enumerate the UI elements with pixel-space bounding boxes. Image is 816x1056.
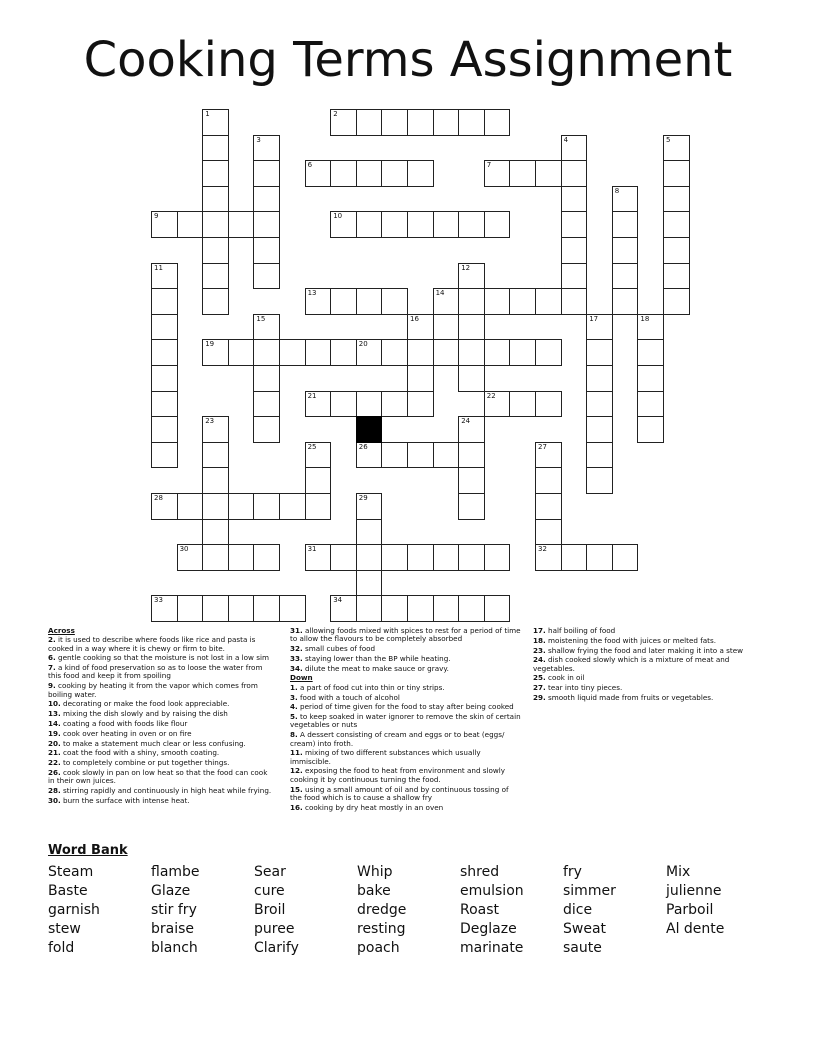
grid-cell[interactable] (253, 263, 280, 290)
clue-number: 24 (461, 417, 471, 426)
grid-cell[interactable] (381, 339, 408, 366)
grid-cell[interactable] (484, 109, 511, 136)
word-bank-item: emulsion (460, 883, 524, 899)
grid-cell[interactable] (535, 288, 562, 315)
grid-cell[interactable] (484, 339, 511, 366)
clue-number: 19 (205, 340, 215, 349)
clue: 26. cook slowly in pan on low heat so that the food can cook in their own juices. (48, 767, 268, 786)
grid-cell[interactable] (228, 595, 255, 622)
grid-cell[interactable] (253, 211, 280, 238)
clue: 34. dilute the meat to make sauce or gravy. (290, 663, 449, 673)
word-bank-item: blanch (151, 940, 198, 956)
grid-cell[interactable] (253, 595, 280, 622)
clue: 27. tear into tiny pieces. (533, 683, 623, 693)
grid-cell[interactable] (535, 544, 562, 571)
grid-cell[interactable] (458, 595, 485, 622)
grid-cell[interactable] (330, 160, 357, 187)
clue: 19. cook over heating in oven or on fire (48, 728, 192, 738)
grid-cell[interactable] (151, 263, 178, 290)
grid-cell[interactable] (433, 339, 460, 366)
grid-cell[interactable] (458, 314, 485, 341)
grid-cell[interactable] (202, 186, 229, 213)
word-bank-item: braise (151, 921, 195, 937)
grid-cell[interactable] (151, 211, 178, 238)
clue: 12. exposing the food to heat from environment and slowly cooking it by continuous turning the food. (290, 766, 506, 784)
grid-cell[interactable] (253, 544, 280, 571)
clue: 30. burn the surface with intense heat. (48, 795, 190, 805)
across-clue-list (48, 636, 276, 805)
grid-cell[interactable] (253, 237, 280, 264)
word-bank-item: dice (563, 902, 593, 918)
grid-cell[interactable] (561, 135, 588, 162)
grid-cell[interactable] (484, 160, 511, 187)
clues-column-1 (48, 627, 276, 807)
clue: 20. to make a statement much clear or less confusing. (48, 738, 246, 748)
word-bank-item: marinate (460, 940, 524, 956)
clue: 23. shallow frying the food and later making it into a stew (533, 645, 744, 655)
clue: 13. mixing the dish slowly and by raising the dish (48, 709, 228, 719)
grid-cell[interactable] (151, 314, 178, 341)
grid-cell[interactable] (561, 263, 588, 290)
grid-cell[interactable] (612, 544, 639, 571)
grid-cell[interactable] (458, 493, 485, 520)
clue: 21. coat the food with a shiny, smooth coating. (48, 748, 220, 758)
grid-cell[interactable] (202, 339, 229, 366)
grid-cell[interactable] (177, 493, 204, 520)
grid-cell[interactable] (253, 416, 280, 443)
grid-cell[interactable] (356, 339, 383, 366)
clue: 2. it is used to describe where foods like rice and pasta is cooked in a way where it is chewy or firm to bite. (48, 635, 256, 653)
grid-cell[interactable] (407, 442, 434, 469)
clue: 22. to completely combine or put together things. (48, 758, 230, 768)
grid-cell[interactable] (586, 544, 613, 571)
clues-column-3 (533, 627, 765, 704)
grid-cell[interactable] (586, 339, 613, 366)
grid-cell[interactable] (356, 595, 383, 622)
grid-cell[interactable] (202, 109, 229, 136)
grid-cell[interactable] (586, 365, 613, 392)
clue-number: 28 (154, 494, 163, 502)
grid-cell[interactable] (253, 314, 280, 341)
grid-cell[interactable] (561, 211, 588, 238)
grid-cell[interactable] (356, 519, 383, 546)
grid-cell[interactable] (612, 211, 639, 238)
clue-number: 26 (358, 442, 368, 451)
grid-cell[interactable] (612, 288, 639, 315)
grid-cell[interactable] (561, 186, 588, 213)
grid-cell[interactable] (202, 493, 229, 520)
grid-cell[interactable] (202, 519, 229, 546)
grid-cell[interactable] (253, 493, 280, 520)
grid-cell[interactable] (663, 263, 690, 290)
grid-cell[interactable] (151, 493, 178, 520)
clue-number: 16 (410, 314, 419, 323)
grid-cell[interactable] (458, 544, 485, 571)
grid-cell[interactable] (663, 211, 690, 238)
clue: 15. using a small amount of oil and by continuous tossing of the food which is to cause a shallow fry (290, 784, 509, 802)
grid-cell[interactable] (458, 416, 485, 443)
grid-cell[interactable] (637, 314, 664, 341)
grid-cell[interactable] (484, 211, 511, 238)
grid-cell[interactable] (305, 493, 332, 520)
across-header: Across (48, 626, 75, 635)
word-bank-item: Whip (357, 864, 393, 880)
grid-cell[interactable] (381, 544, 408, 571)
grid-cell[interactable] (663, 288, 690, 315)
grid-cell[interactable] (202, 263, 229, 290)
grid-cell[interactable] (407, 211, 434, 238)
grid-cell[interactable] (356, 442, 383, 469)
grid-cell[interactable] (202, 595, 229, 622)
grid-cell[interactable] (330, 544, 357, 571)
clue-number: 13 (307, 289, 317, 298)
clue-number: 2 (333, 110, 338, 118)
grid-cell[interactable] (381, 442, 408, 469)
clue-number: 11 (154, 263, 163, 272)
grid-cell[interactable] (305, 391, 332, 418)
word-bank-item: puree (254, 921, 295, 937)
clue: 33. staying lower than the BP while heating. (290, 653, 451, 663)
grid-cell[interactable] (407, 544, 434, 571)
across-clue-list-cont (290, 627, 522, 673)
grid-cell[interactable] (458, 109, 485, 136)
grid-cell[interactable] (586, 442, 613, 469)
grid-cell[interactable] (151, 595, 178, 622)
word-bank-item: Clarify (254, 940, 299, 956)
grid-cell[interactable] (279, 493, 306, 520)
clue-number: 12 (461, 263, 471, 272)
grid-cell[interactable] (663, 186, 690, 213)
grid-cell[interactable] (612, 186, 639, 213)
grid-cell[interactable] (151, 416, 178, 443)
grid-cell[interactable] (228, 544, 255, 571)
page-title: Cooking Terms Assignment (83, 32, 733, 88)
grid-cell[interactable] (228, 211, 255, 238)
word-bank-item: julienne (666, 883, 722, 899)
grid-cell[interactable] (433, 109, 460, 136)
grid-cell[interactable] (356, 160, 383, 187)
word-bank-item: Mix (666, 864, 691, 880)
grid-cell[interactable] (433, 595, 460, 622)
grid-cell[interactable] (561, 544, 588, 571)
clue-number: 33 (154, 596, 163, 605)
grid-cell[interactable] (458, 339, 485, 366)
word-bank-item: simmer (563, 883, 616, 899)
grid-cell[interactable] (356, 493, 383, 520)
grid-cell[interactable] (151, 442, 178, 469)
clue-number: 5 (666, 135, 671, 144)
grid-cell[interactable] (561, 288, 588, 315)
clue-number: 17 (589, 314, 599, 323)
clue-number: 3 (256, 135, 261, 144)
word-bank-item: Deglaze (460, 921, 517, 937)
clue: 18. moistening the food with juices or melted fats. (533, 635, 717, 645)
word-bank-item: resting (357, 921, 406, 937)
grid-cell[interactable] (509, 288, 536, 315)
grid-cell[interactable] (381, 391, 408, 418)
word-bank-item: saute (563, 940, 602, 956)
grid-cell[interactable] (253, 365, 280, 392)
clue-number: 18 (640, 314, 650, 323)
grid-cell[interactable] (177, 544, 204, 571)
clue-number: 1 (205, 110, 210, 118)
word-bank-item: flambe (151, 864, 200, 880)
grid-cell[interactable] (356, 211, 383, 238)
clue: 8. A dessert consisting of cream and eggs or to beat (eggs/ cream) into froth. (290, 730, 505, 748)
grid-cell[interactable] (407, 314, 434, 341)
clue: 6. gentle cooking so that the moisture is not lost in a low sim (48, 653, 269, 663)
grid-cell[interactable] (279, 595, 306, 622)
word-bank-item: stew (48, 921, 81, 937)
grid-cell[interactable] (305, 544, 332, 571)
clue-number: 8 (614, 186, 620, 195)
grid-cell[interactable] (253, 339, 280, 366)
grid-cell[interactable] (253, 186, 280, 213)
clue-number: 14 (435, 289, 445, 298)
clue-number: 15 (256, 314, 266, 323)
grid-cell[interactable] (663, 135, 690, 162)
grid-cell[interactable] (458, 263, 485, 290)
grid-cell[interactable] (535, 519, 562, 546)
grid-cell[interactable] (202, 544, 229, 571)
down-clue-list (290, 684, 522, 812)
clue: 3. food with a touch of alcohol (290, 692, 400, 702)
grid-cell[interactable] (381, 595, 408, 622)
grid-cell[interactable] (202, 416, 229, 443)
grid-cell[interactable] (509, 160, 536, 187)
word-bank-item: fold (48, 940, 75, 956)
word-bank-title: Word Bank (48, 843, 128, 858)
word-bank (48, 863, 768, 963)
grid-cell[interactable] (305, 160, 332, 187)
grid-cell[interactable] (356, 544, 383, 571)
grid-cell[interactable] (305, 288, 332, 315)
grid-cell[interactable] (356, 570, 383, 597)
clue-number: 27 (538, 442, 547, 451)
grid-cell[interactable] (151, 288, 178, 315)
grid-cell[interactable] (151, 365, 178, 392)
grid-cell[interactable] (612, 263, 639, 290)
word-bank-item: dredge (357, 902, 407, 918)
grid-cell[interactable] (458, 365, 485, 392)
clue: 14. coating a food with foods like flour (48, 718, 188, 728)
grid-cell[interactable] (407, 595, 434, 622)
black-cell (356, 416, 383, 443)
word-bank-item: Al dente (666, 921, 725, 937)
grid-cell[interactable] (330, 595, 357, 622)
grid-cell[interactable] (509, 339, 536, 366)
clue: 17. half boiling of food (533, 626, 616, 635)
grid-cell[interactable] (253, 135, 280, 162)
clue-number: 30 (179, 545, 189, 554)
word-bank-item: Broil (254, 902, 286, 918)
clue: 29. smooth liquid made from fruits or vegetables. (533, 693, 714, 703)
grid-cell[interactable] (561, 237, 588, 264)
grid-cell[interactable] (663, 237, 690, 264)
grid-cell[interactable] (407, 109, 434, 136)
grid-cell[interactable] (330, 288, 357, 315)
grid-cell[interactable] (663, 160, 690, 187)
grid-cell[interactable] (279, 339, 306, 366)
grid-cell[interactable] (637, 391, 664, 418)
grid-cell[interactable] (535, 339, 562, 366)
word-bank-item: Parboil (666, 902, 714, 918)
grid-cell[interactable] (356, 288, 383, 315)
grid-cell[interactable] (586, 467, 613, 494)
clue: 24. dish cooked slowly which is a mixture of meat and vegetables. (533, 655, 730, 673)
grid-cell[interactable] (637, 416, 664, 443)
clue: 25. cook in oil (533, 673, 585, 683)
down-clue-list-cont (533, 627, 765, 702)
clue-number: 22 (486, 391, 496, 400)
grid-cell[interactable] (535, 467, 562, 494)
word-bank-item: Sear (254, 864, 286, 880)
word-bank-item: stir fry (151, 902, 197, 918)
grid-cell[interactable] (458, 467, 485, 494)
word-bank-item: Glaze (151, 883, 191, 899)
clue: 5. to keep soaked in water ignorer to remove the skin of certain vegetables or nuts (290, 712, 521, 730)
grid-cell[interactable] (458, 288, 485, 315)
grid-cell[interactable] (433, 544, 460, 571)
clue-number: 31 (307, 545, 317, 554)
clue: 11. mixing of two different substances which usually immiscible. (290, 748, 481, 766)
grid-cell[interactable] (253, 160, 280, 187)
clue: 32. small cubes of food (290, 644, 376, 654)
grid-cell[interactable] (561, 160, 588, 187)
word-bank-item: poach (357, 940, 400, 956)
grid-cell[interactable] (381, 288, 408, 315)
word-bank-item: Roast (460, 902, 500, 918)
grid-cell[interactable] (202, 211, 229, 238)
grid-cell[interactable] (484, 544, 511, 571)
grid-cell[interactable] (458, 211, 485, 238)
grid-cell[interactable] (535, 442, 562, 469)
clue: 1. a part of food cut into thin or tiny strips. (290, 682, 445, 692)
clue-number: 9 (154, 212, 159, 221)
clue-number: 6 (307, 161, 313, 170)
grid-cell[interactable] (177, 595, 204, 622)
grid-cell[interactable] (202, 237, 229, 264)
clue: 4. period of time given for the food to stay after being cooked (290, 702, 514, 712)
grid-cell[interactable] (484, 288, 511, 315)
grid-cell[interactable] (433, 211, 460, 238)
grid-cell[interactable] (177, 211, 204, 238)
clue: 7. a kind of food preservation so as to loose the water from this food and keep it from spoiling (48, 663, 263, 681)
down-header: Down (290, 673, 313, 683)
grid-cell[interactable] (407, 339, 434, 366)
clue-number: 34 (333, 596, 343, 605)
grid-cell[interactable] (433, 288, 460, 315)
grid-cell[interactable] (356, 109, 383, 136)
word-bank-item: bake (357, 883, 391, 899)
clue: 16. cooking by dry heat mostly in an oven (290, 802, 444, 812)
word-bank-item: fry (563, 864, 582, 880)
grid-cell[interactable] (586, 416, 613, 443)
clue: 28. stirring rapidly and continuously in high heat while frying. (48, 786, 272, 796)
grid-cell[interactable] (458, 442, 485, 469)
grid-cell[interactable] (202, 135, 229, 162)
grid-cell[interactable] (151, 391, 178, 418)
clue: 9. cooking by heating it from the vapor which comes from boiling water. (48, 681, 258, 699)
grid-cell[interactable] (305, 442, 332, 469)
grid-cell[interactable] (356, 391, 383, 418)
grid-cell[interactable] (535, 493, 562, 520)
grid-cell[interactable] (305, 339, 332, 366)
grid-cell[interactable] (253, 391, 280, 418)
grid-cell[interactable] (202, 160, 229, 187)
grid-cell[interactable] (586, 314, 613, 341)
grid-cell[interactable] (433, 442, 460, 469)
clue-number: 23 (205, 417, 215, 426)
word-bank-item: Sweat (563, 921, 607, 937)
grid-cell[interactable] (381, 160, 408, 187)
grid-cell[interactable] (484, 595, 511, 622)
clue: 10. decorating or make the food look appreciable. (48, 699, 230, 709)
clue-number: 7 (486, 161, 492, 170)
grid-cell[interactable] (407, 160, 434, 187)
grid-cell[interactable] (202, 288, 229, 315)
grid-cell[interactable] (637, 339, 664, 366)
grid-cell[interactable] (612, 237, 639, 264)
grid-cell[interactable] (509, 391, 536, 418)
grid-cell[interactable] (228, 339, 255, 366)
grid-cell[interactable] (202, 467, 229, 494)
clue-number: 20 (358, 340, 368, 349)
grid-cell[interactable] (330, 391, 357, 418)
grid-cell[interactable] (202, 442, 229, 469)
clue-number: 25 (307, 442, 317, 451)
word-bank-item: Steam (48, 864, 94, 880)
grid-cell[interactable] (381, 211, 408, 238)
clues-column-2 (290, 627, 522, 813)
grid-cell[interactable] (535, 391, 562, 418)
grid-cell[interactable] (305, 467, 332, 494)
clue-number: 32 (538, 545, 547, 554)
clue-number: 10 (333, 212, 343, 221)
grid-cell[interactable] (228, 493, 255, 520)
grid-cell[interactable] (330, 211, 357, 238)
grid-cell[interactable] (407, 365, 434, 392)
grid-cell[interactable] (484, 391, 511, 418)
grid-cell[interactable] (151, 339, 178, 366)
word-bank-item: garnish (48, 902, 100, 918)
grid-cell[interactable] (381, 109, 408, 136)
grid-cell[interactable] (330, 339, 357, 366)
grid-cell[interactable] (637, 365, 664, 392)
grid-cell[interactable] (407, 391, 434, 418)
clue-number: 29 (358, 494, 368, 502)
word-bank-item: cure (254, 883, 285, 899)
clue-number: 4 (563, 135, 569, 144)
clue-number: 21 (307, 391, 317, 400)
grid-cell[interactable] (330, 109, 357, 136)
word-bank-item: Baste (48, 883, 88, 899)
word-bank-item: shred (460, 864, 500, 880)
clue: 31. allowing foods mixed with spices to rest for a period of time to allow the flavours to be completely absorbed (290, 626, 521, 644)
grid-cell[interactable] (535, 160, 562, 187)
grid-cell[interactable] (586, 391, 613, 418)
